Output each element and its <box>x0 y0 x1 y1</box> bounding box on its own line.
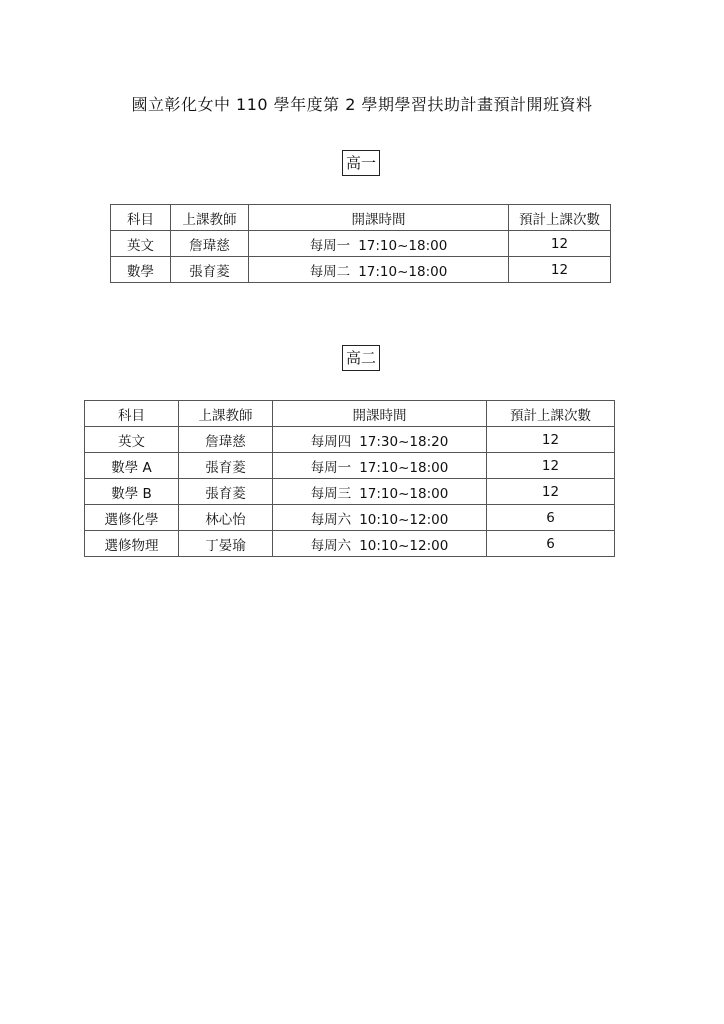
grade1-label: 高一 <box>342 150 380 176</box>
cell-hours: 17:10~18:00 <box>359 459 449 476</box>
grade2-header-row <box>85 401 615 427</box>
cell-day: 每周二 <box>309 263 351 280</box>
cell-subject: 英文 <box>111 231 171 257</box>
header-time: 開課時間 <box>273 401 487 427</box>
cell-sessions: 12 <box>509 231 611 257</box>
cell-day: 每周一 <box>310 459 352 476</box>
cell-sessions: 6 <box>487 531 615 557</box>
cell-time <box>273 505 487 531</box>
cell-time <box>273 531 487 557</box>
table-row <box>85 479 615 505</box>
grade1-header-row <box>111 205 611 231</box>
cell-subject: 選修化學 <box>85 505 179 531</box>
table-row <box>85 453 615 479</box>
header-time: 開課時間 <box>249 205 509 231</box>
grade1-table <box>110 204 611 283</box>
cell-teacher: 林心怡 <box>179 505 273 531</box>
cell-sessions: 12 <box>487 427 615 453</box>
table-row <box>85 531 615 557</box>
table-row <box>111 257 611 283</box>
cell-time <box>273 479 487 505</box>
cell-teacher: 張育菱 <box>179 479 273 505</box>
cell-subject: 數學 B <box>85 479 179 505</box>
cell-teacher: 張育菱 <box>171 257 249 283</box>
cell-subject: 數學 A <box>85 453 179 479</box>
header-subject: 科目 <box>85 401 179 427</box>
header-teacher: 上課教師 <box>179 401 273 427</box>
cell-hours: 10:10~12:00 <box>359 537 449 554</box>
table-row <box>111 231 611 257</box>
header-sessions: 預計上課次數 <box>487 401 615 427</box>
cell-time <box>249 257 509 283</box>
cell-day: 每周一 <box>309 237 351 254</box>
cell-day: 每周四 <box>310 433 352 450</box>
cell-hours: 17:30~18:20 <box>359 433 449 450</box>
cell-teacher: 張育菱 <box>179 453 273 479</box>
cell-subject: 數學 <box>111 257 171 283</box>
cell-hours: 17:10~18:00 <box>358 237 448 254</box>
cell-sessions: 12 <box>509 257 611 283</box>
cell-sessions: 12 <box>487 479 615 505</box>
cell-day: 每周三 <box>310 485 352 502</box>
cell-teacher: 詹瑋慈 <box>179 427 273 453</box>
cell-day: 每周六 <box>310 537 352 554</box>
grade2-table <box>84 400 615 557</box>
cell-hours: 17:10~18:00 <box>358 263 448 280</box>
cell-sessions: 6 <box>487 505 615 531</box>
cell-time <box>273 427 487 453</box>
header-subject: 科目 <box>111 205 171 231</box>
cell-day: 每周六 <box>310 511 352 528</box>
table-row <box>85 427 615 453</box>
grade2-label: 高二 <box>342 345 380 371</box>
table-row <box>85 505 615 531</box>
cell-subject: 英文 <box>85 427 179 453</box>
header-sessions: 預計上課次數 <box>509 205 611 231</box>
cell-teacher: 詹瑋慈 <box>171 231 249 257</box>
header-teacher: 上課教師 <box>171 205 249 231</box>
cell-hours: 10:10~12:00 <box>359 511 449 528</box>
cell-teacher: 丁晏瑜 <box>179 531 273 557</box>
cell-time <box>249 231 509 257</box>
cell-hours: 17:10~18:00 <box>359 485 449 502</box>
document-title: 國立彰化女中 110 學年度第 2 學期學習扶助計畫預計開班資料 <box>131 95 593 114</box>
cell-time <box>273 453 487 479</box>
cell-subject: 選修物理 <box>85 531 179 557</box>
cell-sessions: 12 <box>487 453 615 479</box>
